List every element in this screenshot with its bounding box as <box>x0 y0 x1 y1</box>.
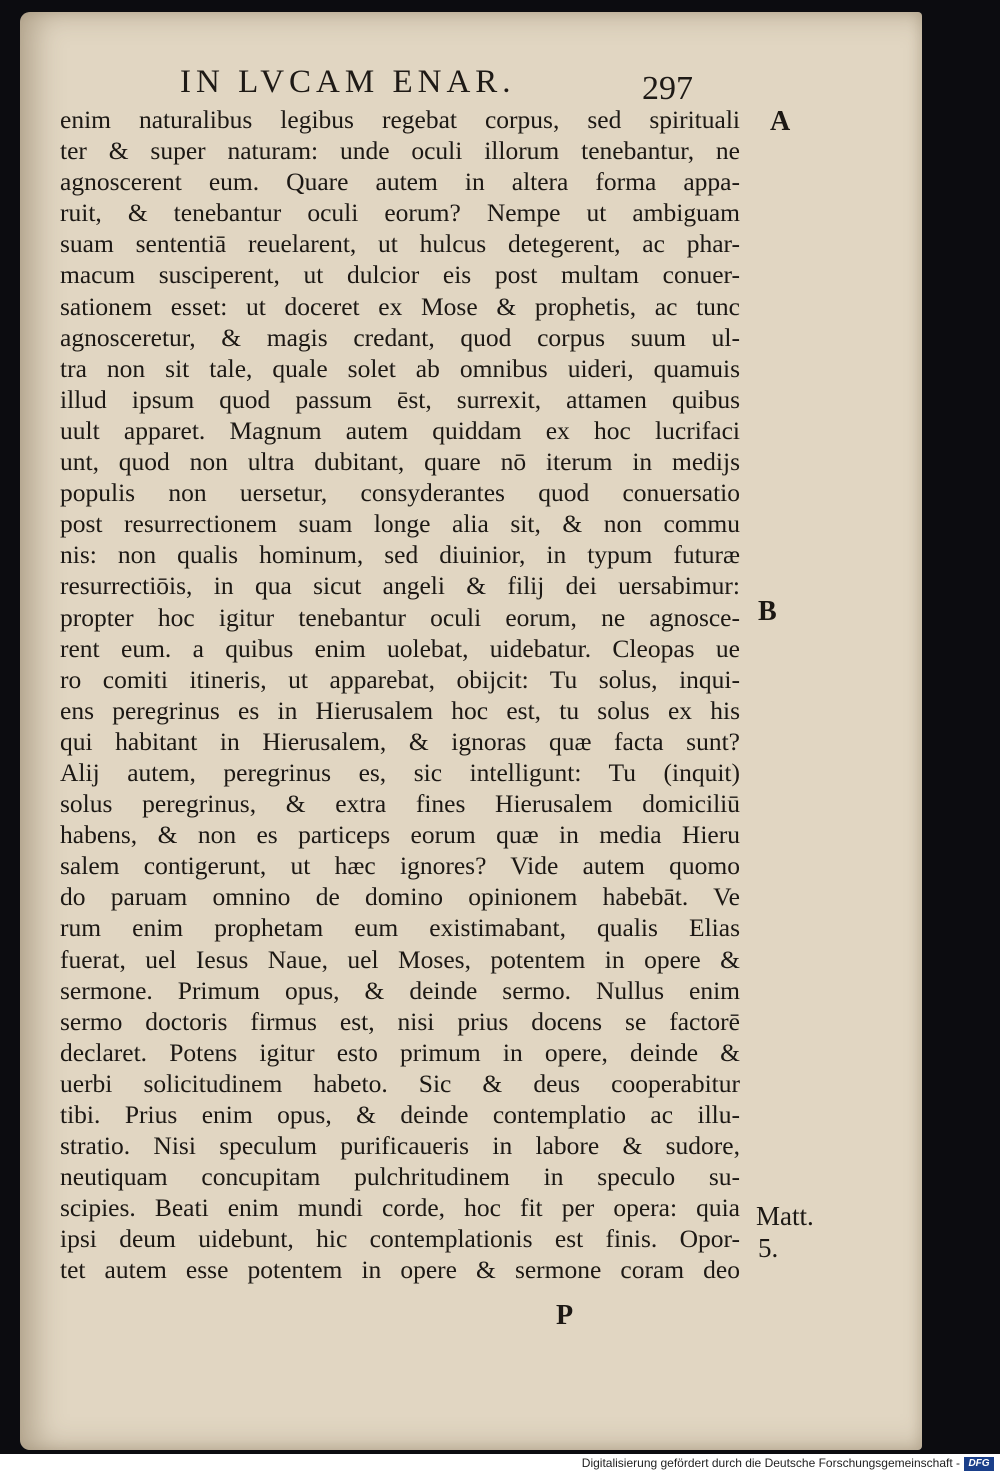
text-line: enim naturalibus legibus regebat corpus, sed spirituali <box>60 105 740 134</box>
book-page <box>20 12 922 1450</box>
text-line: rent eum. a quibus enim uolebat, uidebatur. Cleopas ue <box>60 633 740 663</box>
text-line: tet autem esse potentem in opere & sermone coram deo <box>60 1255 740 1285</box>
margin-reference-chapter: 5. <box>758 1233 779 1263</box>
text-line: tra non sit tale, quale solet ab omnibus uideri, quamuis <box>60 353 740 383</box>
text-line: suam sententiā reuelarent, ut hulcus detegerent, ac phar- <box>60 229 740 259</box>
text-line: nis: non qualis hominum, sed diuinior, in typum futuræ <box>60 540 740 570</box>
text-line: ruit, & tenebantur oculi eorum? Nempe ut ambiguam <box>60 198 740 228</box>
text-line: ens peregrinus es in Hierusalem hoc est, tu solus ex his <box>60 695 740 725</box>
text-line: rum enim prophetam eum existimabant, qualis Elias <box>60 913 740 943</box>
text-line: sationem esset: ut doceret ex Mose & prophetis, ac tunc <box>60 291 740 321</box>
text-line: salem contigerunt, ut hæc ignores? Vide autem quomo <box>60 851 740 881</box>
text-line: neutiquam concupitam pulchritudinem in speculo su- <box>60 1162 740 1192</box>
text-line: macum susciperent, ut dulcior eis post multam conuer- <box>60 260 740 290</box>
text-line: ipsi deum uidebunt, hic contemplationis est finis. Opor- <box>60 1224 740 1254</box>
text-line: declaret. Potens igitur esto primum in opere, deinde & <box>60 1037 740 1067</box>
text-line: habens, & non es particeps eorum quæ in media Hieru <box>60 820 740 850</box>
text-line: Alij autem, peregrinus es, sic intelligunt: Tu (inquit) <box>60 757 740 787</box>
text-line: agnosceretur, & magis credant, quod corpus suum ul- <box>60 322 740 352</box>
text-line: tibi. Prius enim opus, & deinde contemplatio ac illu- <box>60 1100 740 1129</box>
text-line: illud ipsum quod passum ēst, surrexit, attamen quibus <box>60 384 740 414</box>
text-line: post resurrectionem suam longe alia sit, & non commu <box>60 509 740 539</box>
text-line: do paruam omnino de domino opinionem habebāt. Ve <box>60 882 740 912</box>
text-line: uult apparet. Magnum autem quiddam ex hoc lucrifaci <box>60 415 740 445</box>
text-line: populis non uersetur, consyderantes quod conuersatio <box>60 478 740 508</box>
margin-reference <box>756 1200 814 1264</box>
footer-credit: Digitalisierung gefördert durch die Deutsche Forschungsgemeinschaft - <box>581 1456 960 1470</box>
text-line: sermo doctoris firmus est, nisi prius docens se factorē <box>60 1006 740 1036</box>
text-line: ro comiti itineris, ut apparebat, obijcit: Tu solus, inqui- <box>60 664 740 694</box>
text-line: uerbi solicitudinem habeto. Sic & deus cooperabitur <box>60 1068 740 1098</box>
margin-note-a: A <box>770 106 791 137</box>
text-line: solus peregrinus, & extra fines Hierusalem domiciliū <box>60 789 740 819</box>
signature-mark: P <box>556 1300 574 1331</box>
margin-reference-book: Matt. <box>756 1201 814 1231</box>
text-line: stratio. Nisi speculum purificaueris in labore & sudore, <box>60 1131 740 1161</box>
text-line: sermone. Primum opus, & deinde sermo. Nullus enim <box>60 975 740 1005</box>
text-line: resurrectiōis, in qua sicut angeli & filij dei uersabimur: <box>60 571 740 601</box>
text-line: scipies. Beati enim mundi corde, hoc fit per opera: quia <box>60 1193 740 1223</box>
text-line: qui habitant in Hierusalem, & ignoras quæ facta sunt? <box>60 726 740 756</box>
body-text <box>60 104 740 1286</box>
text-line: agnoscerent eum. Quare autem in altera forma appa- <box>60 167 740 197</box>
text-line: fuerat, uel Iesus Naue, uel Moses, potentem in opere & <box>60 944 740 974</box>
dfg-logo-icon: DFG <box>964 1457 994 1471</box>
digitization-footer <box>0 1454 1000 1474</box>
text-line: unt, quod non ultra dubitant, quare nō iterum in medijs <box>60 447 740 477</box>
text-line: ter & super naturam: unde oculi illorum tenebantur, ne <box>60 136 740 166</box>
text-line: propter hoc igitur tenebantur oculi eorum, ne agnosce- <box>60 602 740 632</box>
running-head: IN LVCAM ENAR. <box>180 64 516 100</box>
page-number: 297 <box>642 70 693 107</box>
margin-note-b: B <box>758 596 777 627</box>
